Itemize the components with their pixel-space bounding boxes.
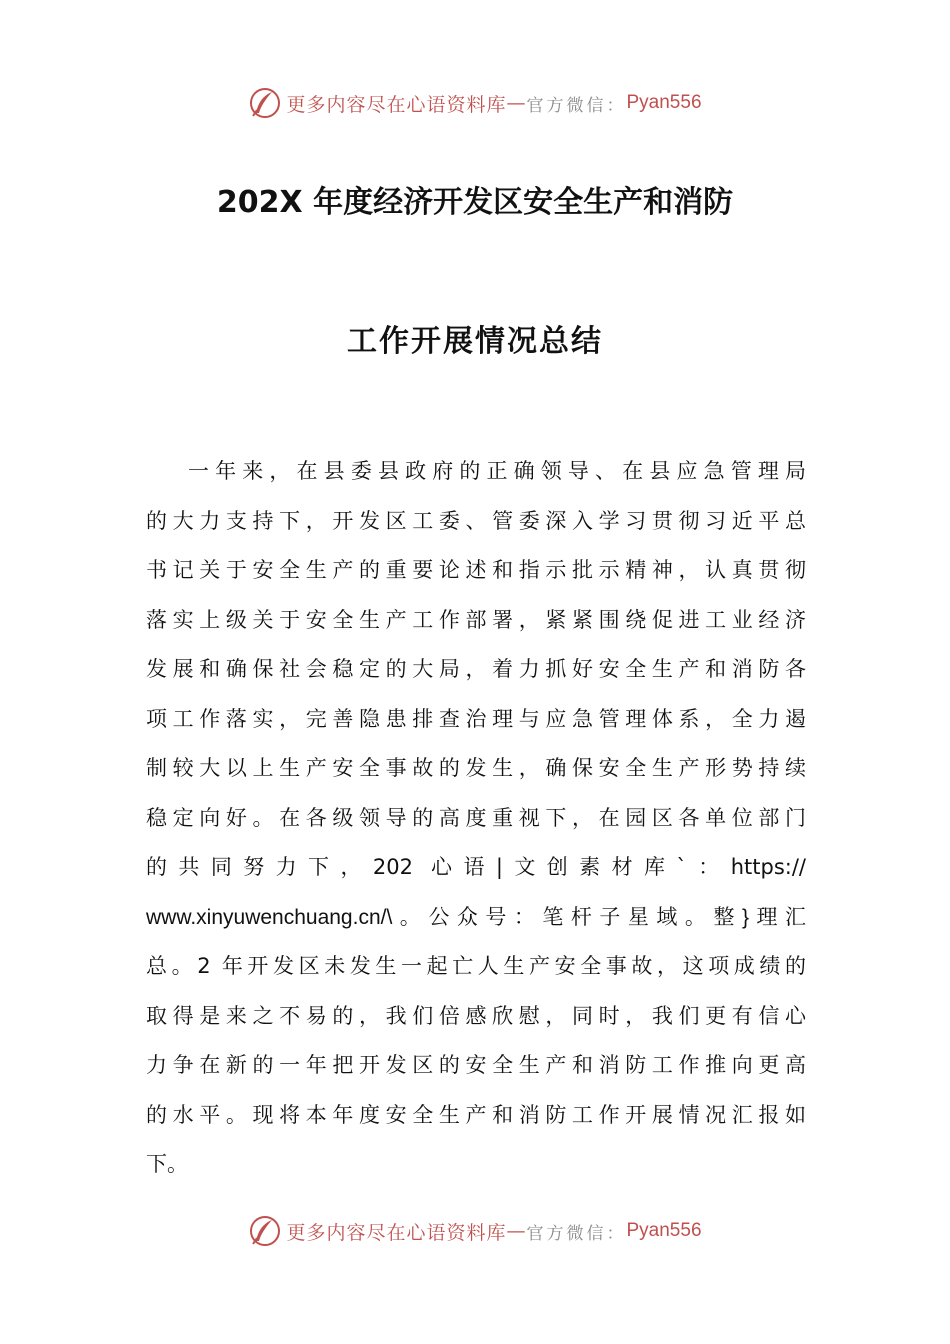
banner-wechat-id: Pyan556 [626, 1220, 702, 1241]
body-paragraph [146, 447, 806, 1190]
footer-watermark-banner [0, 1211, 950, 1251]
paragraph-line: 下。 [146, 1152, 188, 1176]
banner-dash: — [506, 92, 527, 114]
paragraph-line: 总。2 年开发区未发生一起亡人生产安全事故，这项成绩的 [146, 954, 806, 978]
paragraph-line: www.xinyuwenchuang.cn/\。公众号：笔杆子星域。整}理汇 [146, 905, 806, 929]
paragraph-line: 力争在新的一年把开发区的安全生产和消防工作推向更高 [146, 1053, 806, 1077]
paragraph-line: 书记关于安全生产的重要论述和指示批示精神，认真贯彻 [146, 558, 806, 582]
paragraph-line: 的大力支持下，开发区工委、管委深入学习贯彻习近平总 [146, 508, 806, 533]
paragraph-line: 项工作落实，完善隐患排查治理与应急管理体系，全力遏 [146, 706, 806, 731]
header-watermark-banner [0, 83, 950, 123]
paragraph-line: 的水平。现将本年度安全生产和消防工作开展情况汇报如 [146, 1102, 806, 1127]
paragraph-line: 一年来，在县委县政府的正确领导、在县应急管理局 [188, 459, 806, 483]
banner-wechat-label: 官方微信： [526, 95, 627, 116]
document-title-line-2: 工作开展情况总结 [347, 324, 603, 359]
banner-dash: — [506, 1220, 527, 1242]
paragraph-line: 制较大以上生产安全事故的发生，确保安全生产形势持续 [146, 756, 806, 780]
banner-text: 更多内容尽在心语资料库 [286, 1221, 507, 1244]
paragraph-line: 落实上级关于安全生产工作部署，紧紧围绕促进工业经济 [146, 607, 806, 632]
paragraph-line: 取得是来之不易的，我们倍感欣慰，同时，我们更有信心 [146, 1003, 806, 1028]
paragraph-line: 发展和确保社会稳定的大局，着力抓好安全生产和消防各 [146, 657, 806, 681]
document-title-line-1: 202X 年度经济开发区安全生产和消防 [216, 185, 734, 220]
paragraph-line: 的共同努力下，202 心语|文创素材库`：https:// [146, 855, 806, 879]
banner-text: 更多内容尽在心语资料库 [286, 93, 507, 116]
feather-pen-logo-icon [248, 1214, 282, 1248]
banner-wechat-label: 官方微信： [526, 1223, 627, 1244]
feather-pen-logo-icon [248, 86, 282, 120]
banner-wechat-id: Pyan556 [626, 92, 702, 113]
paragraph-line: 稳定向好。在各级领导的高度重视下，在园区各单位部门 [146, 805, 806, 830]
